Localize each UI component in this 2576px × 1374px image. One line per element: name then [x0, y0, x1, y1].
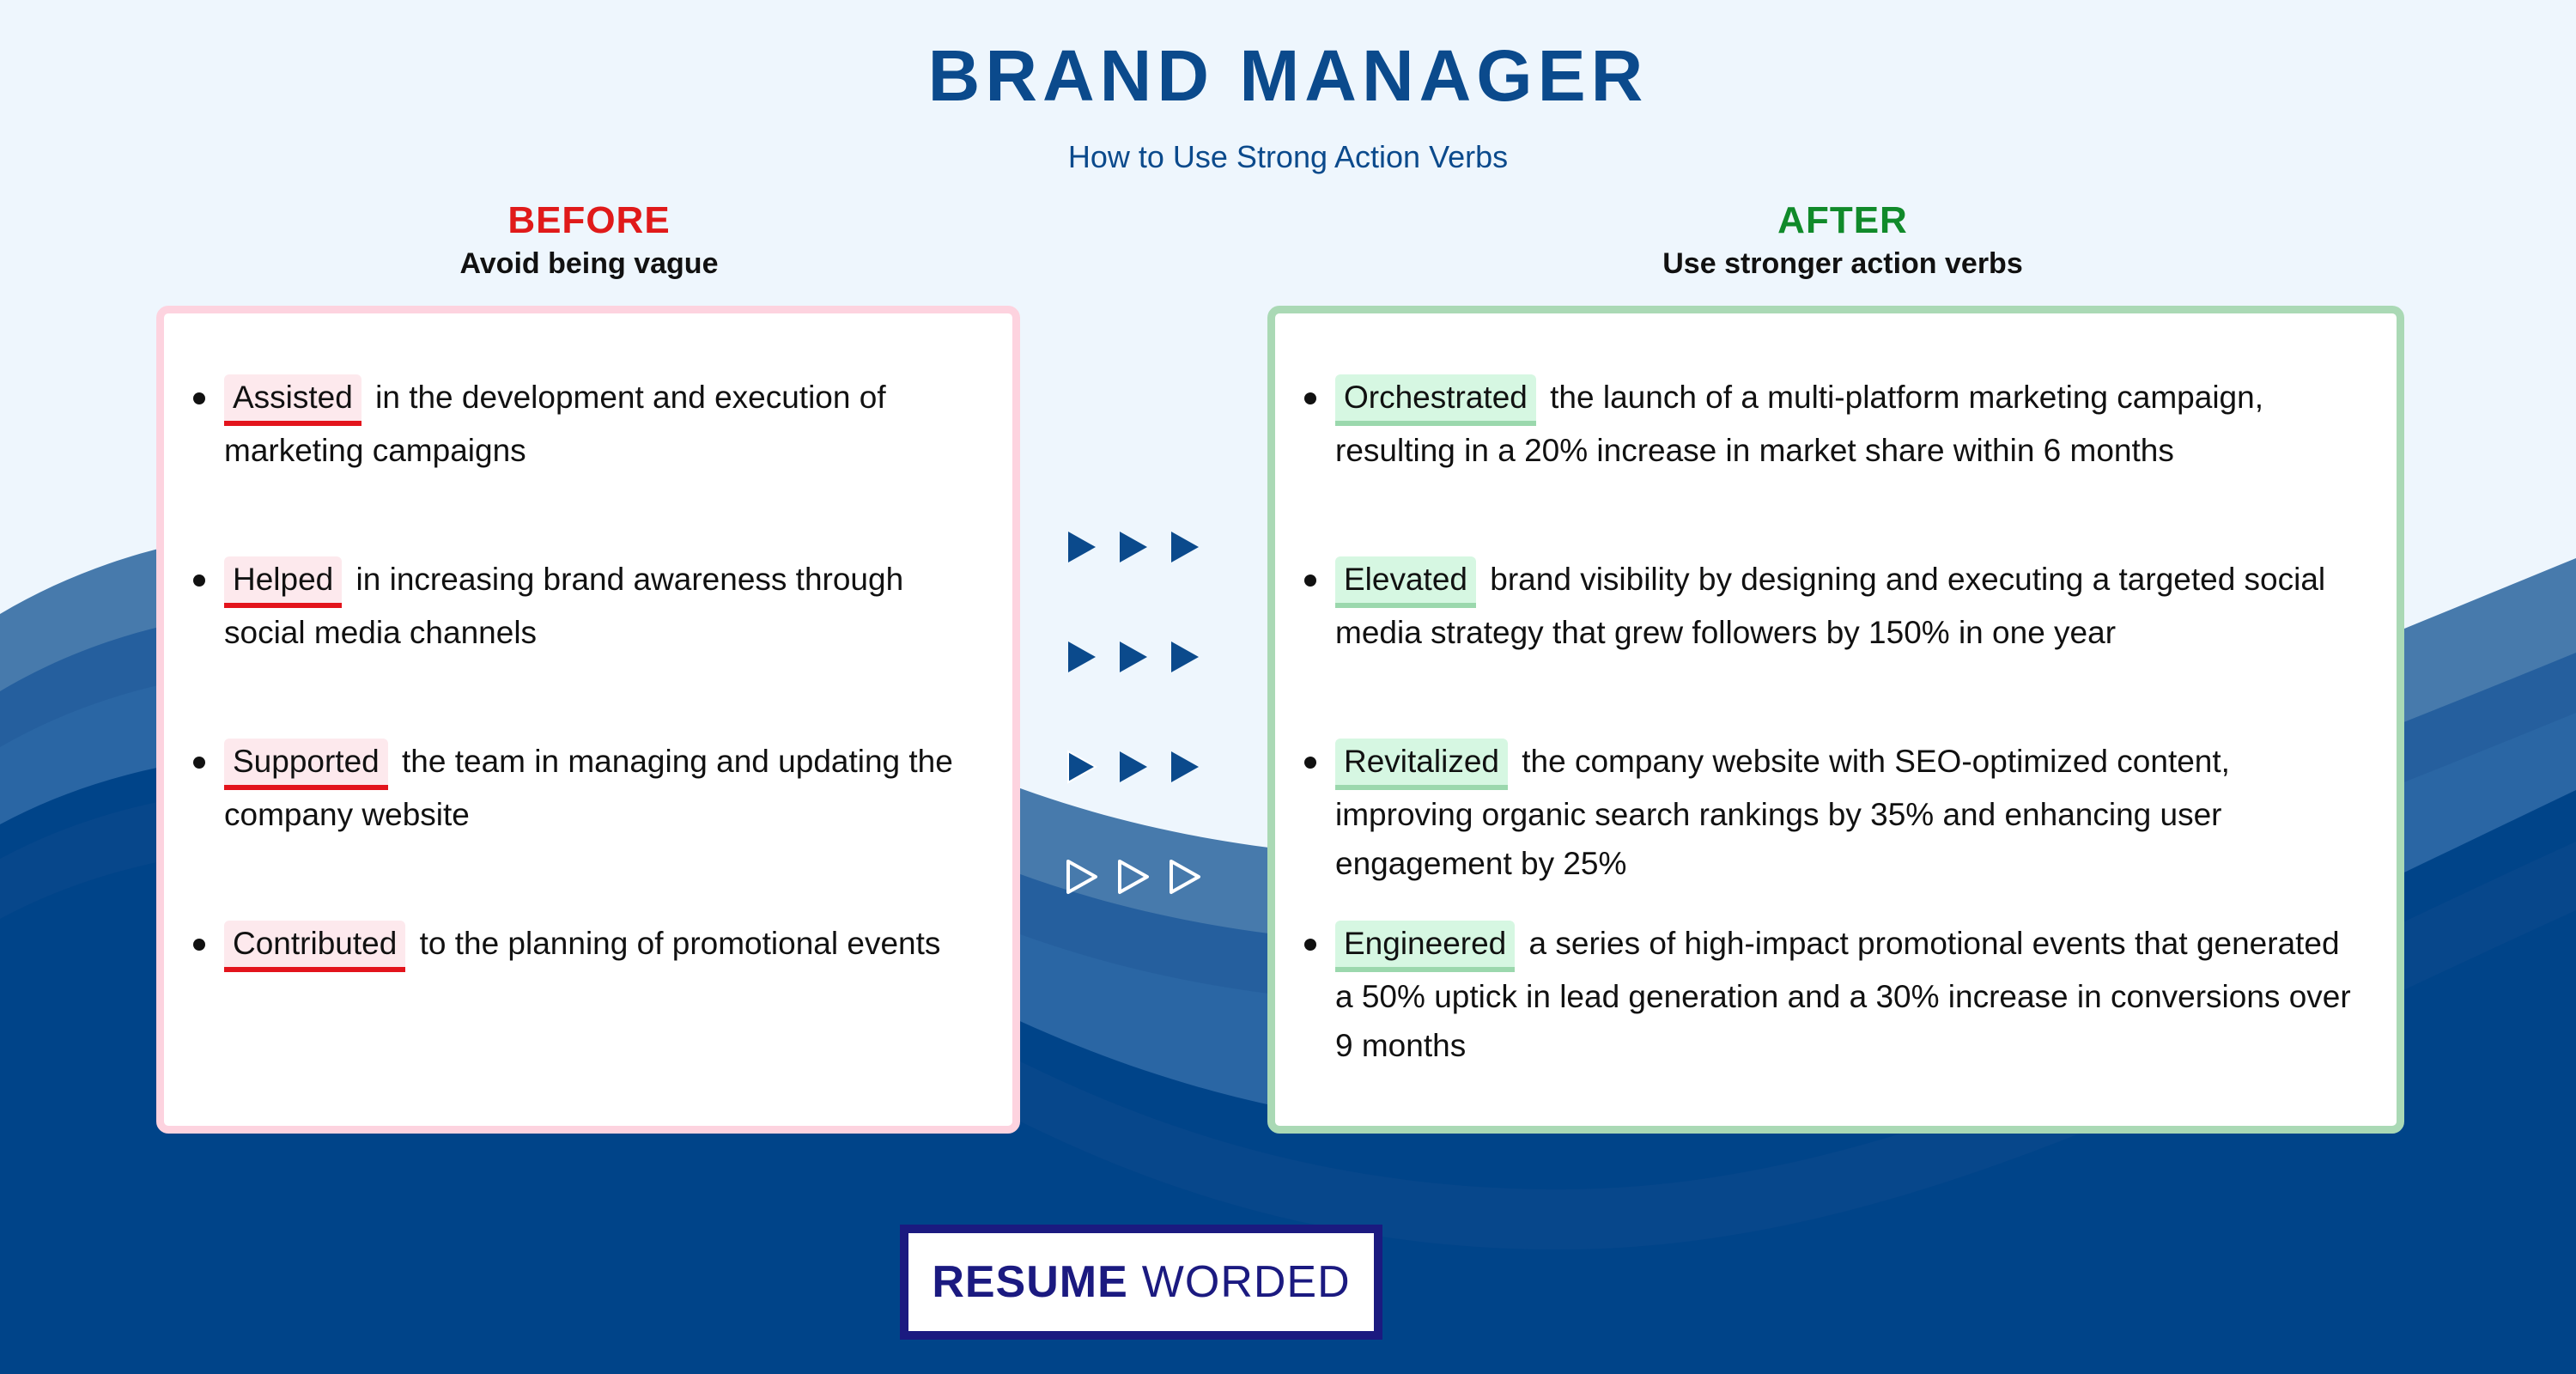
bullet-dot [1304, 757, 1316, 769]
logo-text-light: WORDED [1141, 1257, 1351, 1307]
page-title: BRAND MANAGER [927, 35, 1649, 116]
before-label: BEFORE [507, 199, 671, 241]
strong-verb: Orchestrated [1335, 374, 1536, 426]
play-arrow-icon [1171, 751, 1199, 782]
strong-verb: Elevated [1335, 556, 1476, 608]
resume-worded-logo [900, 1225, 1382, 1340]
after-label: AFTER [1777, 199, 1908, 241]
bullet-dot [193, 939, 205, 951]
bullet-dot [1304, 575, 1316, 587]
arrow-group-2 [1063, 635, 1209, 678]
bullet-dot [193, 757, 205, 769]
page-subtitle: How to Use Strong Action Verbs [1067, 139, 1509, 174]
play-arrow-outline-icon [1068, 861, 1096, 892]
bullet-dot [1304, 392, 1316, 404]
after-list-item [1335, 555, 2366, 657]
logo-inner [908, 1233, 1374, 1331]
after-list-item [1335, 737, 2366, 888]
after-list-item [1335, 919, 2366, 1070]
before-list-item [224, 373, 980, 475]
before-list-item [224, 919, 980, 972]
bullet-dot [193, 392, 205, 404]
play-arrow-outline-icon [1171, 861, 1199, 892]
strong-verb: Engineered [1335, 921, 1515, 972]
play-arrow-icon [1171, 532, 1199, 562]
play-arrow-icon [1068, 532, 1096, 562]
play-arrow-icon [1120, 641, 1147, 672]
before-card [156, 306, 1020, 1134]
after-list-item [1335, 373, 2366, 475]
before-heading [160, 199, 1018, 281]
weak-verb: Contributed [224, 921, 405, 972]
after-hint: Use stronger action verbs [1662, 247, 2023, 280]
before-list-item [224, 737, 980, 839]
item-text: the team in managing and updating the company website [224, 744, 953, 832]
item-text: in increasing brand awareness through social media channels [224, 562, 904, 650]
play-arrow-icon [1171, 641, 1199, 672]
item-text: to the planning of promotional events [419, 926, 941, 961]
arrow-group-3 [1063, 745, 1209, 788]
before-list-item [224, 555, 980, 657]
item-text: the launch of a multi-platform marketing campaign, resulting in a 20% increase in market share within 6 months [1335, 380, 2263, 468]
bullet-dot [1304, 939, 1316, 951]
weak-verb: Supported [224, 739, 388, 790]
weak-verb: Helped [224, 556, 342, 608]
play-arrow-icon [1068, 641, 1096, 672]
item-text: the company website with SEO-optimized content, improving organic search rankings by 35% and enhancing user engagement by 25% [1335, 744, 2230, 881]
arrow-group-4 [1063, 855, 1209, 898]
weak-verb: Assisted [224, 374, 361, 426]
play-arrow-icon [1120, 751, 1147, 782]
before-hint: Avoid being vague [459, 247, 719, 280]
item-text: in the development and execution of marketing campaigns [224, 380, 886, 468]
play-arrow-icon [1120, 532, 1147, 562]
item-text: brand visibility by designing and executing a targeted social media strategy that grew followers by 150% in one year [1335, 562, 2326, 650]
play-arrow-outline-icon [1120, 861, 1147, 892]
after-card [1267, 306, 2404, 1134]
arrow-group-1 [1063, 526, 1209, 568]
item-text: a series of high-impact promotional events that generated a 50% uptick in lead generation and a 30% increase in conversions over 9 months [1335, 926, 2351, 1063]
logo-text-strong: RESUME [932, 1257, 1128, 1307]
bullet-dot [193, 575, 205, 587]
strong-verb: Revitalized [1335, 739, 1508, 790]
after-heading [1413, 199, 2272, 281]
play-arrow-icon [1068, 751, 1096, 782]
